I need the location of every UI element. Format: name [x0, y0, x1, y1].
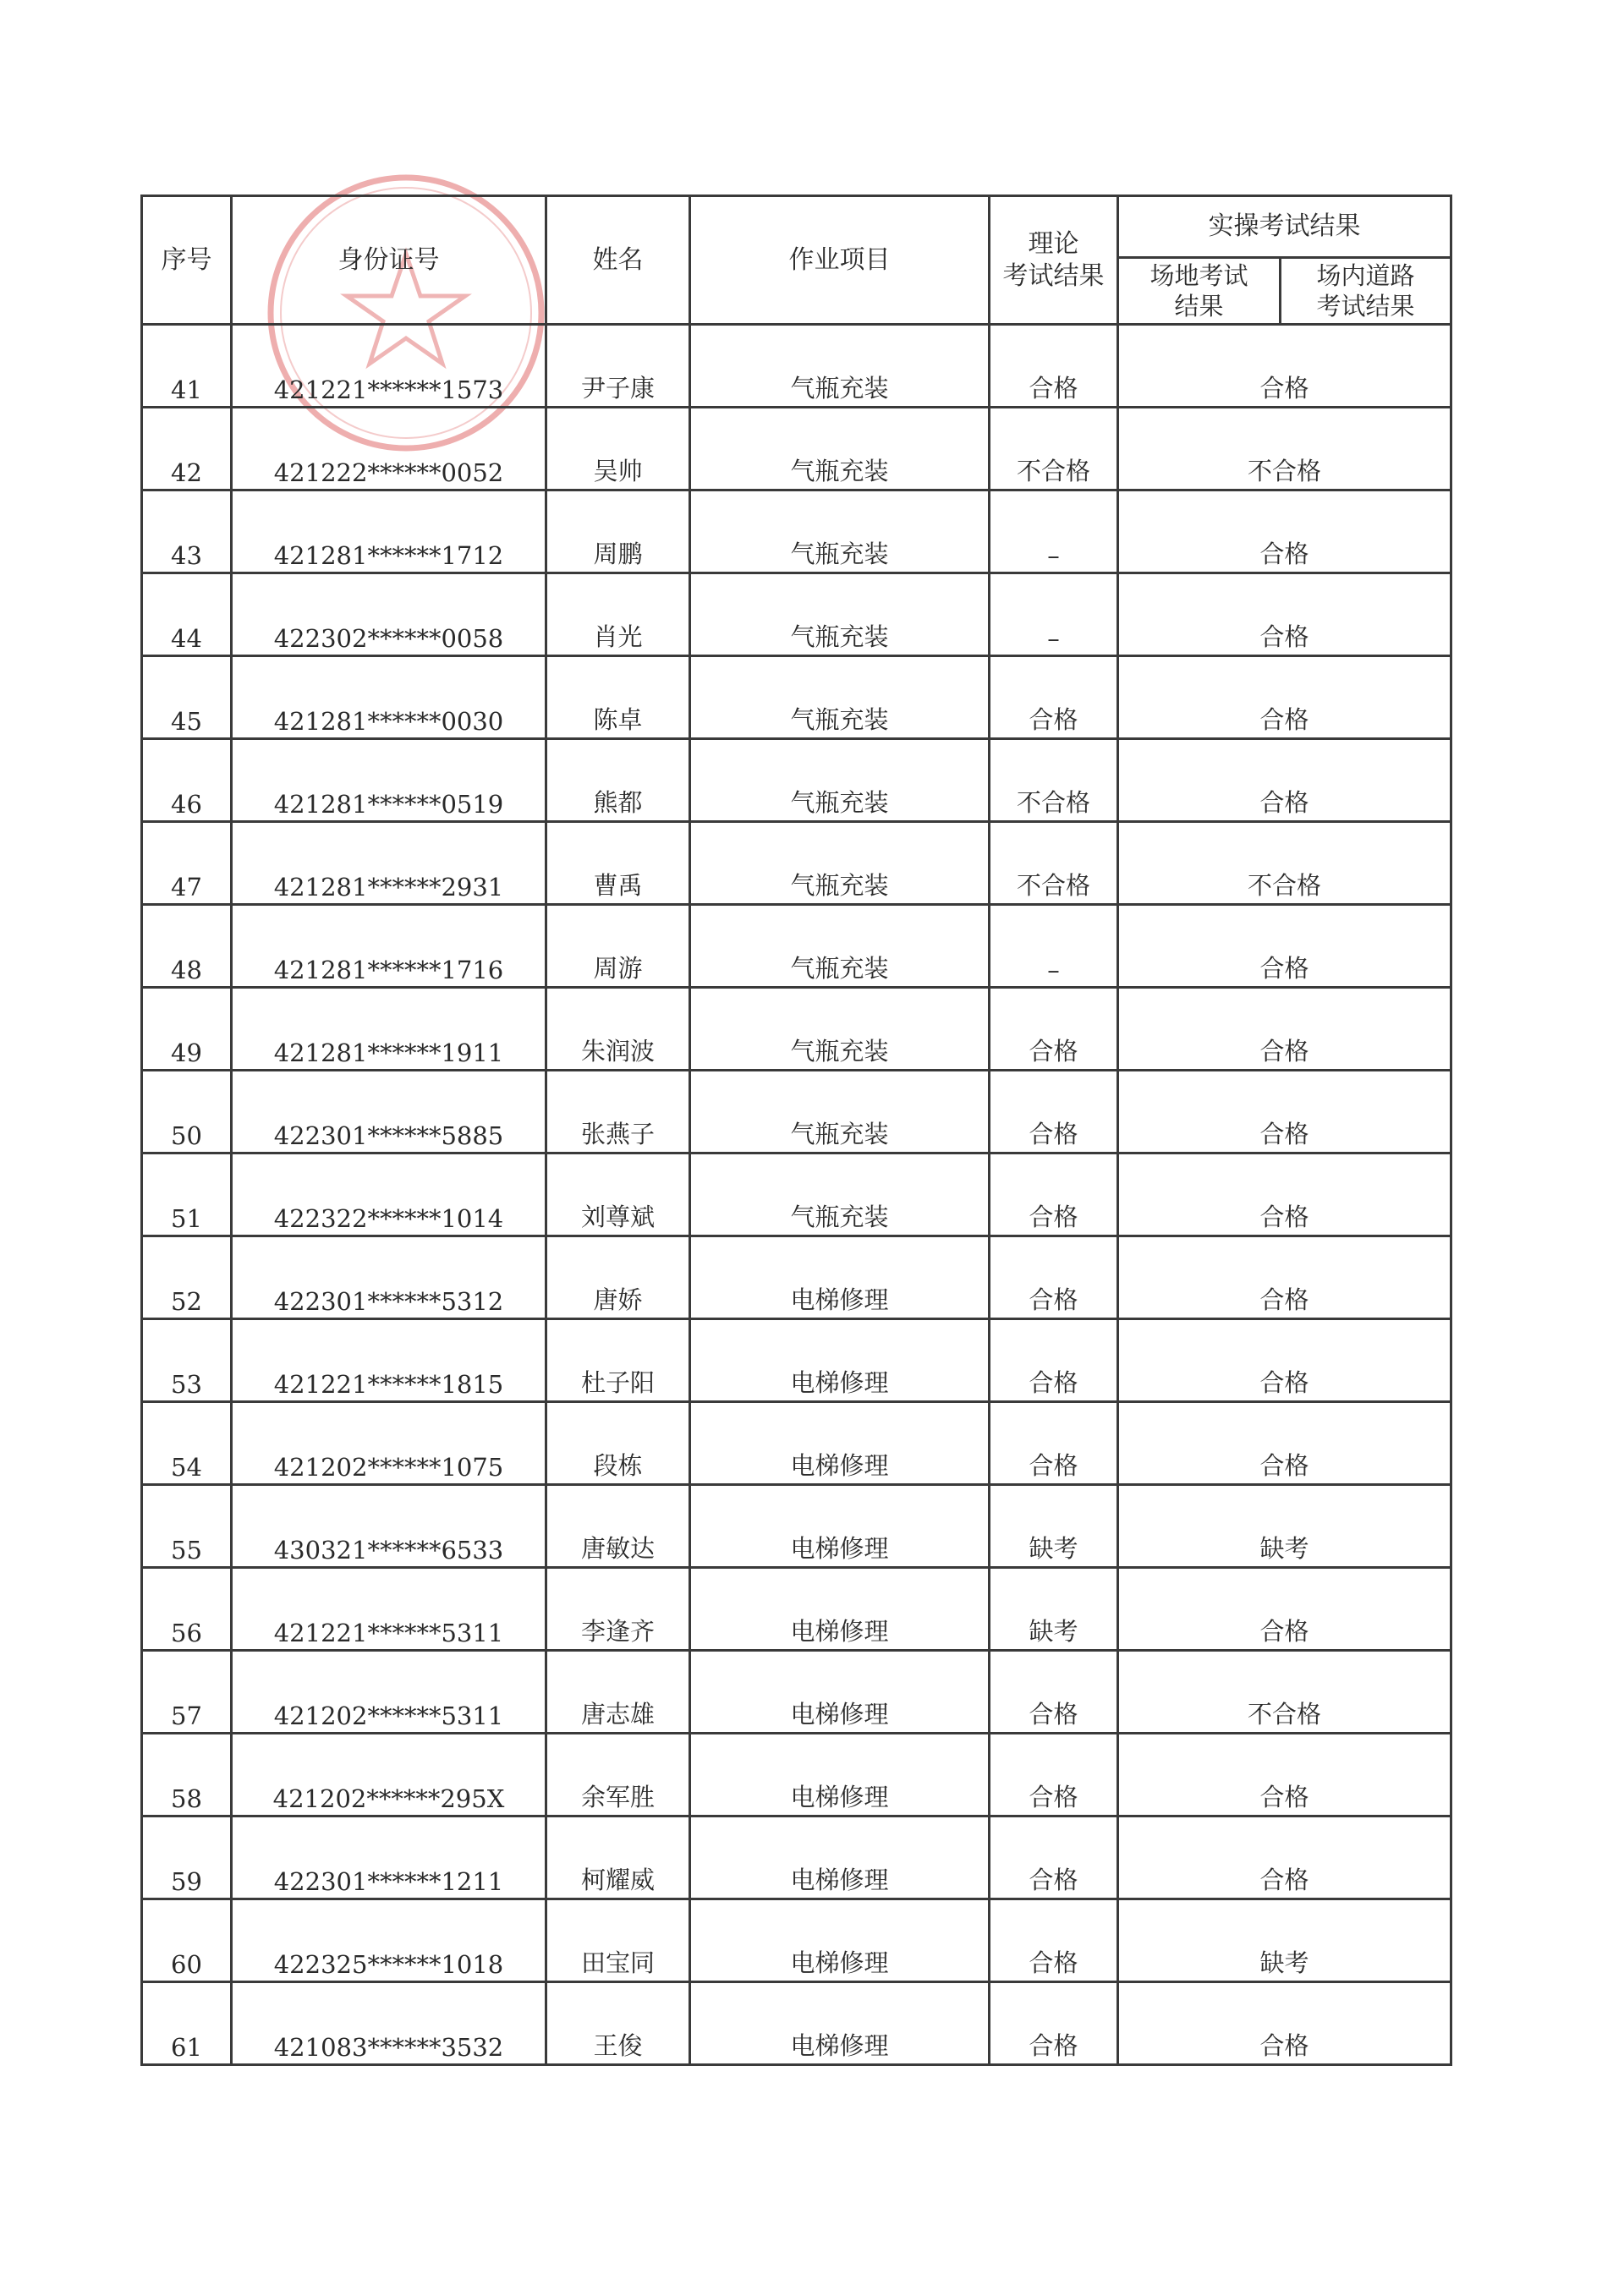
table-row: [142, 1236, 1451, 1319]
cell-seq: 56: [142, 1568, 232, 1651]
cell-name: 田宝同: [546, 1899, 690, 1982]
cell-theory-result: –: [990, 490, 1118, 573]
cell-theory-result: –: [990, 573, 1118, 656]
cell-project: 电梯修理: [690, 1982, 990, 2065]
header-road-exam: 场内道路 考试结果: [1281, 258, 1451, 325]
cell-project: 气瓶充装: [690, 905, 990, 988]
cell-id-number: 422322******1014: [232, 1153, 546, 1236]
cell-name: 肖光: [546, 573, 690, 656]
cell-practical-result: 合格: [1118, 739, 1451, 822]
table-row: [142, 490, 1451, 573]
cell-name: 柯耀威: [546, 1817, 690, 1899]
cell-theory-result: 合格: [990, 988, 1118, 1071]
cell-practical-result: 合格: [1118, 1319, 1451, 1402]
cell-project: 电梯修理: [690, 1651, 990, 1734]
cell-id-number: 421281******1712: [232, 490, 546, 573]
cell-seq: 42: [142, 408, 232, 490]
cell-id-number: 422301******5312: [232, 1236, 546, 1319]
cell-theory-result: 缺考: [990, 1568, 1118, 1651]
cell-project: 电梯修理: [690, 1319, 990, 1402]
cell-name: 陈卓: [546, 656, 690, 739]
table-row: [142, 325, 1451, 408]
cell-id-number: 422301******5885: [232, 1071, 546, 1153]
cell-name: 杜子阳: [546, 1319, 690, 1402]
cell-id-number: 421281******2931: [232, 822, 546, 905]
cell-seq: 52: [142, 1236, 232, 1319]
cell-project: 气瓶充装: [690, 408, 990, 490]
cell-practical-result: 合格: [1118, 1734, 1451, 1817]
cell-practical-result: 合格: [1118, 1982, 1451, 2065]
cell-id-number: 421202******295X: [232, 1734, 546, 1817]
table-row: [142, 1817, 1451, 1899]
cell-project: 气瓶充装: [690, 739, 990, 822]
table-row: [142, 1153, 1451, 1236]
cell-seq: 59: [142, 1817, 232, 1899]
cell-id-number: 421202******1075: [232, 1402, 546, 1485]
cell-name: 段栋: [546, 1402, 690, 1485]
cell-seq: 44: [142, 573, 232, 656]
cell-id-number: 421202******5311: [232, 1651, 546, 1734]
cell-name: 熊都: [546, 739, 690, 822]
cell-name: 唐志雄: [546, 1651, 690, 1734]
cell-practical-result: 缺考: [1118, 1485, 1451, 1568]
cell-theory-result: 合格: [990, 1899, 1118, 1982]
cell-practical-result: 合格: [1118, 1236, 1451, 1319]
cell-name: 刘尊斌: [546, 1153, 690, 1236]
cell-project: 电梯修理: [690, 1485, 990, 1568]
cell-seq: 53: [142, 1319, 232, 1402]
cell-id-number: 421083******3532: [232, 1982, 546, 2065]
cell-seq: 50: [142, 1071, 232, 1153]
cell-name: 张燕子: [546, 1071, 690, 1153]
cell-practical-result: 合格: [1118, 905, 1451, 988]
cell-practical-result: 合格: [1118, 325, 1451, 408]
table-row: [142, 1899, 1451, 1982]
cell-theory-result: 缺考: [990, 1485, 1118, 1568]
cell-project: 电梯修理: [690, 1899, 990, 1982]
cell-seq: 43: [142, 490, 232, 573]
cell-project: 电梯修理: [690, 1817, 990, 1899]
cell-seq: 61: [142, 1982, 232, 2065]
cell-seq: 49: [142, 988, 232, 1071]
cell-seq: 47: [142, 822, 232, 905]
cell-seq: 48: [142, 905, 232, 988]
header-seq: 序号: [142, 196, 232, 325]
cell-seq: 46: [142, 739, 232, 822]
cell-id-number: 421221******1815: [232, 1319, 546, 1402]
table-row: [142, 822, 1451, 905]
cell-project: 气瓶充装: [690, 822, 990, 905]
cell-theory-result: 不合格: [990, 408, 1118, 490]
cell-practical-result: 合格: [1118, 656, 1451, 739]
cell-id-number: 421281******1911: [232, 988, 546, 1071]
cell-name: 李逢齐: [546, 1568, 690, 1651]
header-theory: 理论 考试结果: [990, 196, 1118, 325]
cell-name: 周游: [546, 905, 690, 988]
cell-theory-result: 合格: [990, 1402, 1118, 1485]
cell-id-number: 422301******1211: [232, 1817, 546, 1899]
cell-seq: 41: [142, 325, 232, 408]
cell-project: 气瓶充装: [690, 1071, 990, 1153]
cell-project: 气瓶充装: [690, 573, 990, 656]
cell-practical-result: 合格: [1118, 1071, 1451, 1153]
cell-seq: 45: [142, 656, 232, 739]
table-row: [142, 1651, 1451, 1734]
cell-theory-result: 合格: [990, 1319, 1118, 1402]
cell-name: 王俊: [546, 1982, 690, 2065]
cell-project: 电梯修理: [690, 1568, 990, 1651]
cell-id-number: 421221******5311: [232, 1568, 546, 1651]
cell-name: 吴帅: [546, 408, 690, 490]
table-row: [142, 1982, 1451, 2065]
cell-name: 朱润波: [546, 988, 690, 1071]
cell-name: 周鹏: [546, 490, 690, 573]
cell-name: 余军胜: [546, 1734, 690, 1817]
cell-theory-result: –: [990, 905, 1118, 988]
cell-theory-result: 合格: [990, 1236, 1118, 1319]
cell-id-number: 421281******0519: [232, 739, 546, 822]
table-row: [142, 573, 1451, 656]
cell-id-number: 422325******1018: [232, 1899, 546, 1982]
cell-theory-result: 合格: [990, 325, 1118, 408]
cell-theory-result: 不合格: [990, 739, 1118, 822]
cell-theory-result: 合格: [990, 656, 1118, 739]
header-project: 作业项目: [690, 196, 990, 325]
cell-project: 电梯修理: [690, 1734, 990, 1817]
cell-theory-result: 合格: [990, 1153, 1118, 1236]
header-name: 姓名: [546, 196, 690, 325]
cell-seq: 55: [142, 1485, 232, 1568]
cell-theory-result: 合格: [990, 1071, 1118, 1153]
header-field-exam: 场地考试 结果: [1118, 258, 1281, 325]
table-row: [142, 408, 1451, 490]
cell-theory-result: 合格: [990, 1982, 1118, 2065]
cell-seq: 60: [142, 1899, 232, 1982]
cell-id-number: 421222******0052: [232, 408, 546, 490]
table-row: [142, 988, 1451, 1071]
cell-id-number: 421281******0030: [232, 656, 546, 739]
cell-project: 气瓶充装: [690, 988, 990, 1071]
cell-id-number: 430321******6533: [232, 1485, 546, 1568]
cell-name: 尹子康: [546, 325, 690, 408]
cell-practical-result: 合格: [1118, 1568, 1451, 1651]
cell-id-number: 421221******1573: [232, 325, 546, 408]
cell-project: 气瓶充装: [690, 490, 990, 573]
cell-practical-result: 合格: [1118, 988, 1451, 1071]
exam-results-table: [140, 195, 1452, 2066]
cell-project: 气瓶充装: [690, 325, 990, 408]
table-row: [142, 656, 1451, 739]
cell-id-number: 421281******1716: [232, 905, 546, 988]
cell-practical-result: 缺考: [1118, 1899, 1451, 1982]
table-row: [142, 1568, 1451, 1651]
cell-seq: 54: [142, 1402, 232, 1485]
cell-project: 电梯修理: [690, 1402, 990, 1485]
cell-project: 气瓶充装: [690, 1153, 990, 1236]
table-row: [142, 1319, 1451, 1402]
cell-practical-result: 不合格: [1118, 408, 1451, 490]
results-body: [142, 325, 1451, 2065]
header-practical: 实操考试结果: [1118, 196, 1451, 258]
cell-practical-result: 合格: [1118, 490, 1451, 573]
cell-seq: 57: [142, 1651, 232, 1734]
cell-practical-result: 合格: [1118, 573, 1451, 656]
header-id-number: 身份证号: [232, 196, 546, 325]
table-row: [142, 905, 1451, 988]
cell-practical-result: 合格: [1118, 1153, 1451, 1236]
cell-id-number: 422302******0058: [232, 573, 546, 656]
cell-practical-result: 合格: [1118, 1402, 1451, 1485]
cell-theory-result: 合格: [990, 1651, 1118, 1734]
cell-seq: 51: [142, 1153, 232, 1236]
cell-theory-result: 合格: [990, 1734, 1118, 1817]
cell-practical-result: 不合格: [1118, 1651, 1451, 1734]
cell-practical-result: 不合格: [1118, 822, 1451, 905]
cell-name: 唐敏达: [546, 1485, 690, 1568]
table-row: [142, 1071, 1451, 1153]
cell-name: 曹禹: [546, 822, 690, 905]
cell-seq: 58: [142, 1734, 232, 1817]
cell-theory-result: 不合格: [990, 822, 1118, 905]
cell-theory-result: 合格: [990, 1817, 1118, 1899]
table-row: [142, 1402, 1451, 1485]
cell-practical-result: 合格: [1118, 1817, 1451, 1899]
table-row: [142, 739, 1451, 822]
table-row: [142, 1734, 1451, 1817]
table-row: [142, 1485, 1451, 1568]
cell-project: 电梯修理: [690, 1236, 990, 1319]
cell-name: 唐娇: [546, 1236, 690, 1319]
cell-project: 气瓶充装: [690, 656, 990, 739]
